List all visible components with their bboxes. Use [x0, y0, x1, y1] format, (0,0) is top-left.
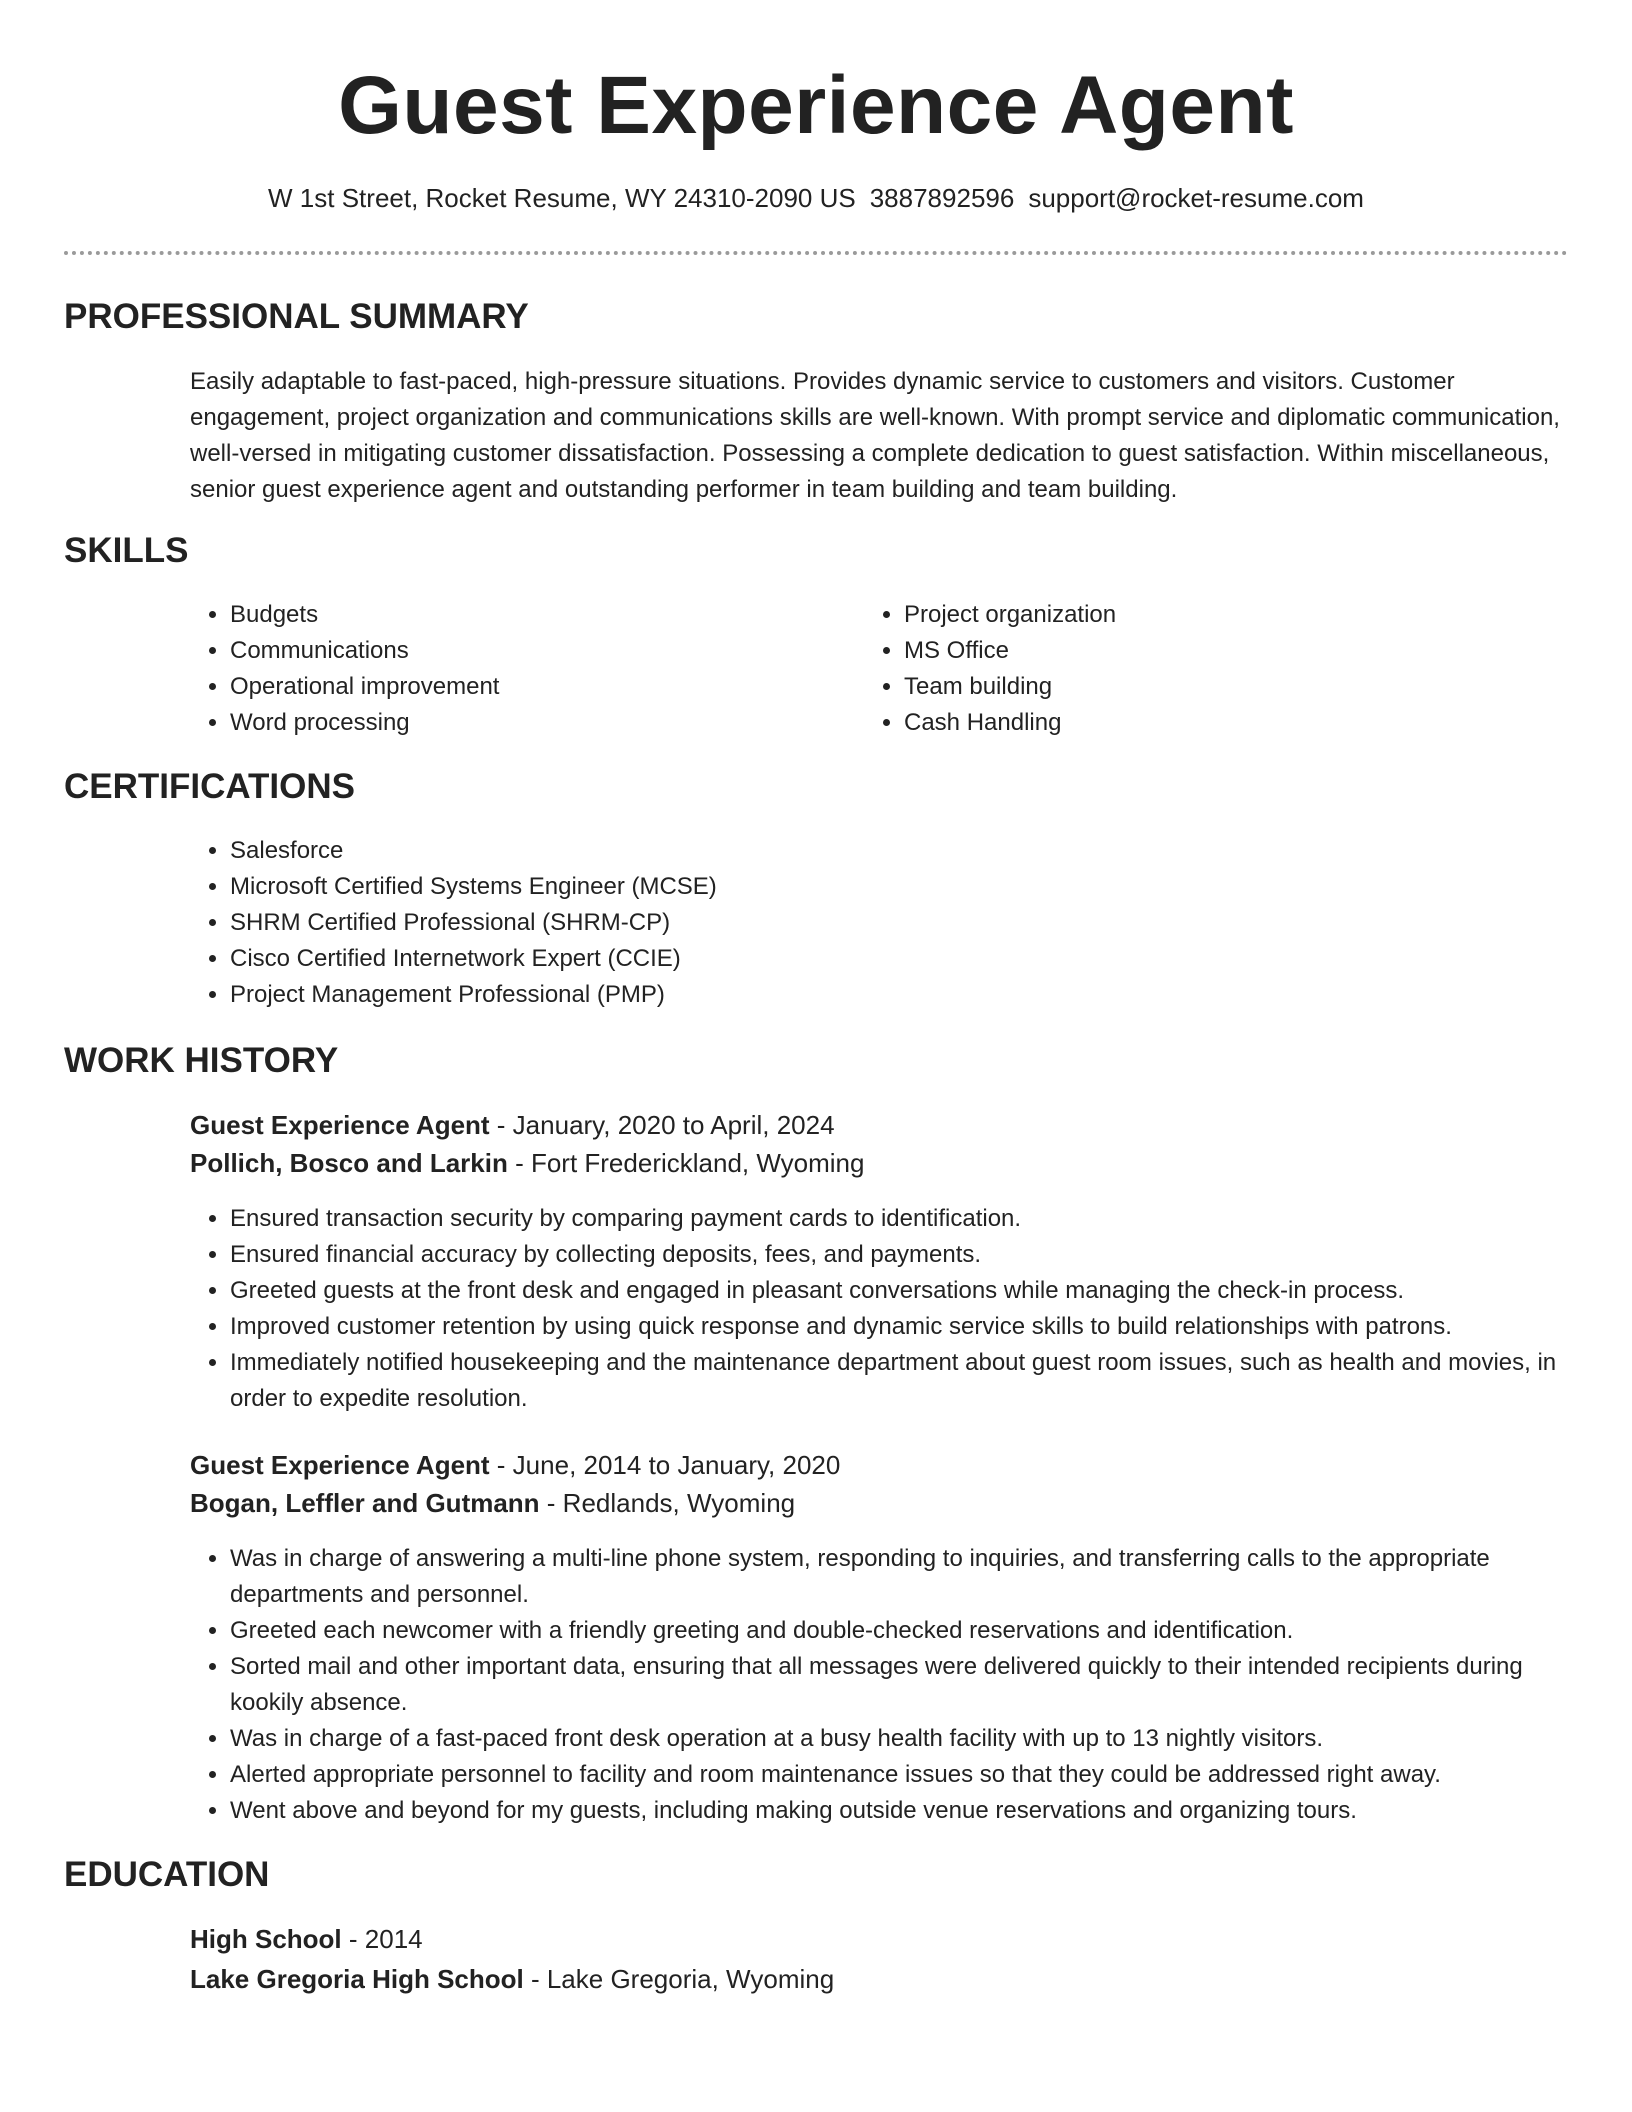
job-title: Guest Experience Agent [190, 1110, 490, 1140]
education-school-line [190, 1960, 834, 1998]
job-company: Bogan, Leffler and Gutmann [190, 1488, 540, 1518]
education-heading: EDUCATION [64, 1855, 270, 1894]
job-bullet: • Immediately notified housekeeping and the maintenance department about guest room issues, such as health and movies, in order to expedite resolution. [230, 1345, 1600, 1417]
job-bullets [186, 1201, 1600, 1417]
contact-phone: 3887892596 [869, 183, 1015, 213]
job-location: - Fort Frederickland, Wyoming [507, 1148, 865, 1178]
job-title: Guest Experience Agent [190, 1450, 490, 1480]
skill-item: • Cash Handling [904, 705, 1504, 741]
education-location: - Lake Gregoria, Wyoming [523, 1964, 835, 1994]
job-dates: - January, 2020 to April, 2024 [489, 1110, 835, 1140]
certifications-list [186, 833, 1530, 1013]
skills-list-left [186, 597, 830, 741]
job-location: - Redlands, Wyoming [539, 1488, 796, 1518]
job-bullets [186, 1541, 1600, 1829]
summary-text: Easily adaptable to fast-paced, high-pressure situations. Provides dynamic service to customers and visitors. Customer engagement, project organization and communications skills are well-known. With prompt service and diplomatic communication, well-versed in mitigating customer dissatisfaction. Possessing a complete dedication to guest satisfaction. Within miscellaneous, senior guest experience agent and outstanding performer in team building and team building. [190, 368, 1560, 503]
header-divider [64, 251, 1568, 255]
certification-item: • SHRM Certified Professional (SHRM-CP) [230, 905, 1530, 941]
summary-heading: PROFESSIONAL SUMMARY [64, 297, 529, 336]
job-bullet: • Alerted appropriate personnel to facility and room maintenance issues so that they could be addressed right away. [230, 1757, 1600, 1793]
skill-item: • Operational improvement [230, 669, 830, 705]
education-school: Lake Gregoria High School [190, 1964, 524, 1994]
education-degree-line [190, 1920, 423, 1958]
certification-item: • Cisco Certified Internetwork Expert (CCIE) [230, 941, 1530, 977]
job-bullet: • Greeted each newcomer with a friendly greeting and double-checked reservations and identification. [230, 1613, 1600, 1649]
skill-item: • MS Office [904, 633, 1504, 669]
job-bullet: • Went above and beyond for my guests, including making outside venue reservations and organizing tours. [230, 1793, 1600, 1829]
contact-email: support@rocket-resume.com [1028, 183, 1364, 213]
certification-item: • Microsoft Certified Systems Engineer (MCSE) [230, 869, 1530, 905]
skill-item: • Budgets [230, 597, 830, 633]
skill-item: • Communications [230, 633, 830, 669]
certifications-heading: CERTIFICATIONS [64, 767, 356, 806]
job-bullet: • Was in charge of a fast-paced front desk operation at a busy health facility with up to 13 nightly visitors. [230, 1721, 1600, 1757]
job-dates: - June, 2014 to January, 2020 [489, 1450, 841, 1480]
skill-item: • Team building [904, 669, 1504, 705]
job-bullet: • Was in charge of answering a multi-line phone system, responding to inquiries, and transferring calls to the appropriate departments and personnel. [230, 1541, 1600, 1613]
skill-item: • Word processing [230, 705, 830, 741]
job-bullet: • Ensured transaction security by comparing payment cards to identification. [230, 1201, 1600, 1237]
job-company-line [190, 1484, 795, 1522]
skill-item: • Project organization [904, 597, 1504, 633]
resume-name: Guest Experience Agent [338, 60, 1294, 151]
certification-item: • Salesforce [230, 833, 1530, 869]
education-year: - 2014 [341, 1924, 423, 1954]
work-heading: WORK HISTORY [64, 1041, 339, 1080]
job-bullet: • Improved customer retention by using quick response and dynamic service skills to build relationships with patrons. [230, 1309, 1600, 1345]
contact-address: W 1st Street, Rocket Resume, WY 24310-2090 US [268, 183, 856, 213]
skills-list-right [860, 597, 1504, 741]
job-title-line [190, 1106, 835, 1144]
job-bullet: • Sorted mail and other important data, ensuring that all messages were delivered quickly to their intended recipients during kookily absence. [230, 1649, 1600, 1721]
skills-heading: SKILLS [64, 531, 189, 570]
job-bullet: • Ensured financial accuracy by collecting deposits, fees, and payments. [230, 1237, 1600, 1273]
certification-item: • Project Management Professional (PMP) [230, 977, 1530, 1013]
job-company: Pollich, Bosco and Larkin [190, 1148, 508, 1178]
education-degree: High School [190, 1924, 342, 1954]
job-bullet: • Greeted guests at the front desk and engaged in pleasant conversations while managing the check-in process. [230, 1273, 1600, 1309]
contact-line [0, 180, 1632, 216]
job-title-line [190, 1446, 840, 1484]
job-company-line [190, 1144, 864, 1182]
